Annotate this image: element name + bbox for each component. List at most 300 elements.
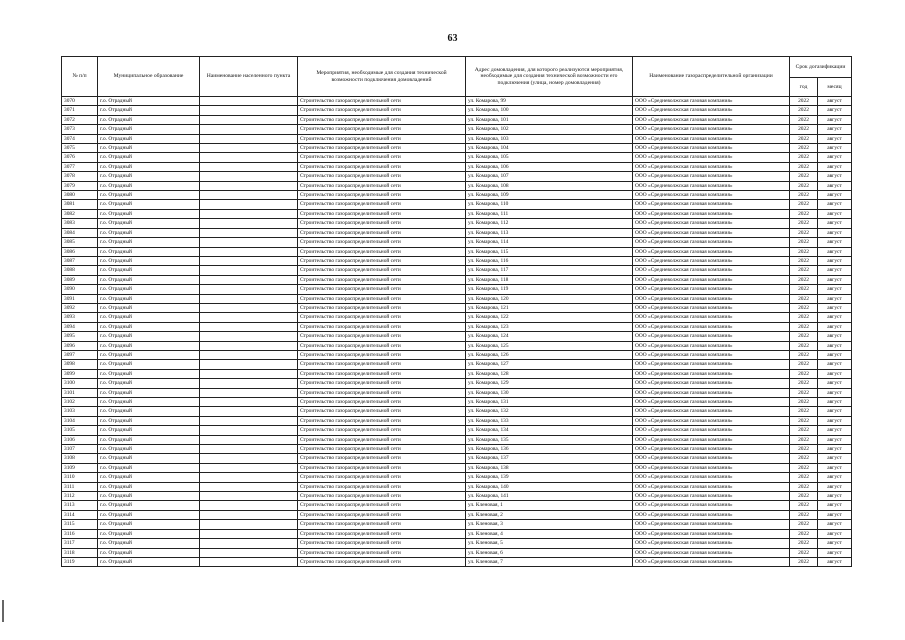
cell-address: ул. Комарова, 106 — [466, 162, 633, 171]
cell-org: ООО «Средневолжская газовая компания» — [633, 134, 790, 143]
table-row — [62, 435, 852, 444]
cell-settlement — [200, 379, 298, 388]
cell-month: август — [818, 463, 852, 472]
cell-measures: Строительство газораспределительной сети — [298, 379, 466, 388]
cell-year: 2022 — [790, 219, 818, 228]
table-row — [62, 238, 852, 247]
cell-num: 3116 — [62, 529, 98, 538]
header-num: № п/п — [62, 57, 98, 97]
cell-org: ООО «Средневолжская газовая компания» — [633, 341, 790, 350]
cell-month: август — [818, 482, 852, 491]
cell-year: 2022 — [790, 125, 818, 134]
cell-num: 3072 — [62, 115, 98, 124]
cell-address: ул. Комарова, 125 — [466, 341, 633, 350]
cell-address: ул. Кленовая, 2 — [466, 510, 633, 519]
cell-org: ООО «Средневолжская газовая компания» — [633, 303, 790, 312]
cell-month: август — [818, 510, 852, 519]
table-row — [62, 416, 852, 425]
cell-org: ООО «Средневолжская газовая компания» — [633, 416, 790, 425]
cell-settlement — [200, 510, 298, 519]
table-row — [62, 209, 852, 218]
cell-num: 3094 — [62, 322, 98, 331]
cell-measures: Строительство газораспределительной сети — [298, 473, 466, 482]
cell-settlement — [200, 529, 298, 538]
table-row — [62, 219, 852, 228]
cell-year: 2022 — [790, 266, 818, 275]
cell-address: ул. Комарова, 137 — [466, 454, 633, 463]
cell-measures: Строительство газораспределительной сети — [298, 303, 466, 312]
cell-month: август — [818, 454, 852, 463]
cell-org: ООО «Средневолжская газовая компания» — [633, 219, 790, 228]
cell-measures: Строительство газораспределительной сети — [298, 463, 466, 472]
cell-num: 3071 — [62, 106, 98, 115]
cell-org: ООО «Средневолжская газовая компания» — [633, 285, 790, 294]
cell-org: ООО «Средневолжская газовая компания» — [633, 181, 790, 190]
cell-year: 2022 — [790, 379, 818, 388]
cell-municipality: г.о. Отрадный — [98, 285, 200, 294]
cell-municipality: г.о. Отрадный — [98, 501, 200, 510]
cell-month: август — [818, 238, 852, 247]
cell-measures: Строительство газораспределительной сети — [298, 341, 466, 350]
cell-year: 2022 — [790, 369, 818, 378]
cell-num: 3098 — [62, 360, 98, 369]
cell-year: 2022 — [790, 482, 818, 491]
cell-measures: Строительство газораспределительной сети — [298, 228, 466, 237]
cell-num: 3076 — [62, 153, 98, 162]
cell-year: 2022 — [790, 313, 818, 322]
table-row — [62, 153, 852, 162]
table-row — [62, 162, 852, 171]
cell-month: август — [818, 134, 852, 143]
cell-org: ООО «Средневолжская газовая компания» — [633, 322, 790, 331]
cell-address: ул. Комарова, 116 — [466, 256, 633, 265]
cell-settlement — [200, 398, 298, 407]
cell-settlement — [200, 388, 298, 397]
cell-measures: Строительство газораспределительной сети — [298, 332, 466, 341]
cell-municipality: г.о. Отрадный — [98, 115, 200, 124]
cell-org: ООО «Средневолжская газовая компания» — [633, 191, 790, 200]
cell-year: 2022 — [790, 341, 818, 350]
cell-address: ул. Кленовая, 4 — [466, 529, 633, 538]
cell-address: ул. Комарова, 100 — [466, 106, 633, 115]
cell-settlement — [200, 200, 298, 209]
cell-address: ул. Комарова, 128 — [466, 369, 633, 378]
cell-year: 2022 — [790, 520, 818, 529]
cell-municipality: г.о. Отрадный — [98, 144, 200, 153]
cell-num: 3092 — [62, 303, 98, 312]
table-row — [62, 557, 852, 566]
cell-municipality: г.о. Отрадный — [98, 454, 200, 463]
table-row — [62, 473, 852, 482]
cell-month: август — [818, 285, 852, 294]
cell-municipality: г.о. Отрадный — [98, 106, 200, 115]
cell-measures: Строительство газораспределительной сети — [298, 153, 466, 162]
cell-org: ООО «Средневолжская газовая компания» — [633, 106, 790, 115]
cell-settlement — [200, 435, 298, 444]
table-row — [62, 341, 852, 350]
table-row — [62, 332, 852, 341]
cell-settlement — [200, 209, 298, 218]
cell-org: ООО «Средневолжская газовая компания» — [633, 115, 790, 124]
cell-address: ул. Комарова, 141 — [466, 492, 633, 501]
cell-year: 2022 — [790, 294, 818, 303]
cell-num: 3100 — [62, 379, 98, 388]
cell-municipality: г.о. Отрадный — [98, 350, 200, 359]
header-settlement: Наименование населенного пункта — [200, 57, 298, 97]
table-row — [62, 313, 852, 322]
cell-year: 2022 — [790, 388, 818, 397]
cell-org: ООО «Средневолжская газовая компания» — [633, 294, 790, 303]
cell-measures: Строительство газораспределительной сети — [298, 369, 466, 378]
cell-year: 2022 — [790, 285, 818, 294]
cell-municipality: г.о. Отрадный — [98, 407, 200, 416]
cell-num: 3119 — [62, 557, 98, 566]
cell-year: 2022 — [790, 360, 818, 369]
cell-address: ул. Комарова, 123 — [466, 322, 633, 331]
cell-num: 3093 — [62, 313, 98, 322]
table-row — [62, 144, 852, 153]
cell-month: август — [818, 106, 852, 115]
cell-measures: Строительство газораспределительной сети — [298, 445, 466, 454]
cell-num: 3074 — [62, 134, 98, 143]
cell-month: август — [818, 162, 852, 171]
cell-settlement — [200, 463, 298, 472]
cell-org: ООО «Средневолжская газовая компания» — [633, 492, 790, 501]
cell-municipality: г.о. Отрадный — [98, 313, 200, 322]
cell-month: август — [818, 181, 852, 190]
cell-measures: Строительство газораспределительной сети — [298, 162, 466, 171]
table-row — [62, 115, 852, 124]
cell-org: ООО «Средневолжская газовая компания» — [633, 266, 790, 275]
cell-month: август — [818, 501, 852, 510]
table-row — [62, 398, 852, 407]
cell-num: 3118 — [62, 548, 98, 557]
cell-municipality: г.о. Отрадный — [98, 162, 200, 171]
cell-num: 3070 — [62, 97, 98, 106]
cell-settlement — [200, 219, 298, 228]
cell-municipality: г.о. Отрадный — [98, 557, 200, 566]
cell-num: 3087 — [62, 256, 98, 265]
cell-month: август — [818, 416, 852, 425]
cell-year: 2022 — [790, 473, 818, 482]
cell-num: 3088 — [62, 266, 98, 275]
cell-month: август — [818, 398, 852, 407]
cell-year: 2022 — [790, 153, 818, 162]
cell-year: 2022 — [790, 426, 818, 435]
cell-num: 3114 — [62, 510, 98, 519]
cell-year: 2022 — [790, 238, 818, 247]
table-row — [62, 172, 852, 181]
cell-month: август — [818, 200, 852, 209]
cell-measures: Строительство газораспределительной сети — [298, 238, 466, 247]
table-row — [62, 548, 852, 557]
header-municipality: Муниципальное образование — [98, 57, 200, 97]
cell-measures: Строительство газораспределительной сети — [298, 388, 466, 397]
cell-address: ул. Кленовая, 7 — [466, 557, 633, 566]
cell-year: 2022 — [790, 548, 818, 557]
cell-measures: Строительство газораспределительной сети — [298, 219, 466, 228]
cell-address: ул. Комарова, 122 — [466, 313, 633, 322]
cell-org: ООО «Средневолжская газовая компания» — [633, 125, 790, 134]
cell-address: ул. Комарова, 133 — [466, 416, 633, 425]
cell-settlement — [200, 454, 298, 463]
cell-measures: Строительство газораспределительной сети — [298, 191, 466, 200]
cell-org: ООО «Средневолжская газовая компания» — [633, 238, 790, 247]
header-term: Срок догазификации — [790, 57, 852, 78]
cell-address: ул. Комарова, 138 — [466, 463, 633, 472]
cell-measures: Строительство газораспределительной сети — [298, 209, 466, 218]
cell-municipality: г.о. Отрадный — [98, 275, 200, 284]
cell-measures: Строительство газораспределительной сети — [298, 520, 466, 529]
cell-municipality: г.о. Отрадный — [98, 134, 200, 143]
cell-measures: Строительство газораспределительной сети — [298, 144, 466, 153]
cell-measures: Строительство газораспределительной сети — [298, 407, 466, 416]
cell-measures: Строительство газораспределительной сети — [298, 97, 466, 106]
cell-year: 2022 — [790, 162, 818, 171]
cell-num: 3110 — [62, 473, 98, 482]
cell-month: август — [818, 209, 852, 218]
table-row — [62, 482, 852, 491]
cell-measures: Строительство газораспределительной сети — [298, 134, 466, 143]
cell-org: ООО «Средневолжская газовая компания» — [633, 332, 790, 341]
cell-municipality: г.о. Отрадный — [98, 219, 200, 228]
cell-org: ООО «Средневолжская газовая компания» — [633, 454, 790, 463]
cell-year: 2022 — [790, 303, 818, 312]
cell-month: август — [818, 350, 852, 359]
cell-num: 3096 — [62, 341, 98, 350]
cell-settlement — [200, 322, 298, 331]
cell-month: август — [818, 322, 852, 331]
cell-measures: Строительство газораспределительной сети — [298, 539, 466, 548]
cell-month: август — [818, 360, 852, 369]
gasification-table — [61, 56, 852, 567]
cell-month: август — [818, 557, 852, 566]
table-row — [62, 445, 852, 454]
cell-measures: Строительство газораспределительной сети — [298, 275, 466, 284]
cell-settlement — [200, 125, 298, 134]
cell-measures: Строительство газораспределительной сети — [298, 416, 466, 425]
cell-municipality: г.о. Отрадный — [98, 529, 200, 538]
cell-year: 2022 — [790, 435, 818, 444]
cell-year: 2022 — [790, 398, 818, 407]
cell-month: август — [818, 369, 852, 378]
cell-address: ул. Комарова, 103 — [466, 134, 633, 143]
cell-measures: Строительство газораспределительной сети — [298, 115, 466, 124]
cell-month: август — [818, 115, 852, 124]
cell-measures: Строительство газораспределительной сети — [298, 172, 466, 181]
cell-address: ул. Кленовая, 3 — [466, 520, 633, 529]
cell-org: ООО «Средневолжская газовая компания» — [633, 172, 790, 181]
cell-month: август — [818, 256, 852, 265]
cell-municipality: г.о. Отрадный — [98, 398, 200, 407]
cell-address: ул. Комарова, 127 — [466, 360, 633, 369]
table-row — [62, 510, 852, 519]
cell-org: ООО «Средневолжская газовая компания» — [633, 463, 790, 472]
cell-year: 2022 — [790, 332, 818, 341]
cell-municipality: г.о. Отрадный — [98, 482, 200, 491]
cell-year: 2022 — [790, 144, 818, 153]
cell-address: ул. Комарова, 102 — [466, 125, 633, 134]
cell-municipality: г.о. Отрадный — [98, 510, 200, 519]
cell-org: ООО «Средневолжская газовая компания» — [633, 501, 790, 510]
cell-municipality: г.о. Отрадный — [98, 247, 200, 256]
cell-municipality: г.о. Отрадный — [98, 379, 200, 388]
cell-measures: Строительство газораспределительной сети — [298, 482, 466, 491]
cell-year: 2022 — [790, 416, 818, 425]
cell-year: 2022 — [790, 407, 818, 416]
cell-org: ООО «Средневолжская газовая компания» — [633, 97, 790, 106]
cell-month: август — [818, 332, 852, 341]
cell-address: ул. Комарова, 120 — [466, 294, 633, 303]
cell-year: 2022 — [790, 510, 818, 519]
cell-municipality: г.о. Отрадный — [98, 360, 200, 369]
cell-num: 3081 — [62, 200, 98, 209]
cell-month: август — [818, 388, 852, 397]
cell-measures: Строительство газораспределительной сети — [298, 285, 466, 294]
cell-address: ул. Комарова, 104 — [466, 144, 633, 153]
cell-measures: Строительство газораспределительной сети — [298, 501, 466, 510]
cell-settlement — [200, 181, 298, 190]
cell-month: август — [818, 125, 852, 134]
cell-address: ул. Комарова, 140 — [466, 482, 633, 491]
table-row — [62, 266, 852, 275]
cell-address: ул. Кленовая, 6 — [466, 548, 633, 557]
cell-address: ул. Комарова, 131 — [466, 398, 633, 407]
cell-org: ООО «Средневолжская газовая компания» — [633, 209, 790, 218]
cell-org: ООО «Средневолжская газовая компания» — [633, 407, 790, 416]
cell-org: ООО «Средневолжская газовая компания» — [633, 379, 790, 388]
table-row — [62, 379, 852, 388]
cell-year: 2022 — [790, 106, 818, 115]
cell-month: август — [818, 153, 852, 162]
cell-address: ул. Комарова, 139 — [466, 473, 633, 482]
cell-address: ул. Комарова, 121 — [466, 303, 633, 312]
table-row — [62, 360, 852, 369]
cell-address: ул. Комарова, 117 — [466, 266, 633, 275]
cell-num: 3082 — [62, 209, 98, 218]
cell-num: 3106 — [62, 435, 98, 444]
table-row — [62, 388, 852, 397]
cell-settlement — [200, 473, 298, 482]
table-row — [62, 134, 852, 143]
cell-org: ООО «Средневолжская газовая компания» — [633, 557, 790, 566]
cell-measures: Строительство газораспределительной сети — [298, 454, 466, 463]
cell-num: 3108 — [62, 454, 98, 463]
cell-address: ул. Комарова, 129 — [466, 379, 633, 388]
table-row — [62, 256, 852, 265]
cell-num: 3105 — [62, 426, 98, 435]
cell-month: август — [818, 247, 852, 256]
header-month: месяц — [818, 78, 852, 97]
cell-year: 2022 — [790, 228, 818, 237]
cell-address: ул. Комарова, 105 — [466, 153, 633, 162]
cell-settlement — [200, 313, 298, 322]
cell-org: ООО «Средневолжская газовая компания» — [633, 369, 790, 378]
table-row — [62, 520, 852, 529]
cell-org: ООО «Средневолжская газовая компания» — [633, 482, 790, 491]
cell-settlement — [200, 332, 298, 341]
cell-month: август — [818, 266, 852, 275]
cell-settlement — [200, 115, 298, 124]
cell-measures: Строительство газораспределительной сети — [298, 181, 466, 190]
cell-num: 3075 — [62, 144, 98, 153]
cell-address: ул. Комарова, 118 — [466, 275, 633, 284]
table-row — [62, 247, 852, 256]
cell-year: 2022 — [790, 172, 818, 181]
cell-settlement — [200, 134, 298, 143]
cell-settlement — [200, 247, 298, 256]
cell-address: ул. Комарова, 132 — [466, 407, 633, 416]
cell-address: ул. Комарова, 101 — [466, 115, 633, 124]
cell-num: 3091 — [62, 294, 98, 303]
cell-num: 3101 — [62, 388, 98, 397]
cell-num: 3073 — [62, 125, 98, 134]
cell-num: 3112 — [62, 492, 98, 501]
cell-municipality: г.о. Отрадный — [98, 294, 200, 303]
cell-settlement — [200, 285, 298, 294]
cell-address: ул. Комарова, 112 — [466, 219, 633, 228]
cell-year: 2022 — [790, 445, 818, 454]
cell-month: август — [818, 548, 852, 557]
cell-num: 3099 — [62, 369, 98, 378]
cell-address: ул. Комарова, 134 — [466, 426, 633, 435]
cell-measures: Строительство газораспределительной сети — [298, 426, 466, 435]
cell-num: 3079 — [62, 181, 98, 190]
cell-municipality: г.о. Отрадный — [98, 332, 200, 341]
cell-year: 2022 — [790, 322, 818, 331]
cell-measures: Строительство газораспределительной сети — [298, 294, 466, 303]
cell-measures: Строительство газораспределительной сети — [298, 435, 466, 444]
table-row — [62, 285, 852, 294]
cell-settlement — [200, 172, 298, 181]
cell-year: 2022 — [790, 97, 818, 106]
cell-municipality: г.о. Отрадный — [98, 209, 200, 218]
cell-settlement — [200, 294, 298, 303]
table-row — [62, 539, 852, 548]
table-body — [62, 97, 852, 567]
cell-num: 3077 — [62, 162, 98, 171]
cell-num: 3089 — [62, 275, 98, 284]
cell-settlement — [200, 416, 298, 425]
cell-year: 2022 — [790, 350, 818, 359]
cell-measures: Строительство газораспределительной сети — [298, 106, 466, 115]
cell-settlement — [200, 369, 298, 378]
table-row — [62, 275, 852, 284]
cell-settlement — [200, 162, 298, 171]
cell-month: август — [818, 407, 852, 416]
cell-year: 2022 — [790, 191, 818, 200]
scan-edge-mark — [2, 600, 4, 622]
cell-measures: Строительство газораспределительной сети — [298, 266, 466, 275]
table-row — [62, 492, 852, 501]
table-row — [62, 529, 852, 538]
cell-org: ООО «Средневолжская газовая компания» — [633, 144, 790, 153]
cell-year: 2022 — [790, 529, 818, 538]
cell-municipality: г.о. Отрадный — [98, 256, 200, 265]
cell-settlement — [200, 360, 298, 369]
cell-settlement — [200, 303, 298, 312]
cell-municipality: г.о. Отрадный — [98, 463, 200, 472]
cell-num: 3085 — [62, 238, 98, 247]
cell-num: 3102 — [62, 398, 98, 407]
table-row — [62, 228, 852, 237]
cell-measures: Строительство газораспределительной сети — [298, 398, 466, 407]
table-row — [62, 350, 852, 359]
cell-month: август — [818, 172, 852, 181]
cell-municipality: г.о. Отрадный — [98, 473, 200, 482]
cell-municipality: г.о. Отрадный — [98, 520, 200, 529]
cell-address: ул. Комарова, 136 — [466, 445, 633, 454]
